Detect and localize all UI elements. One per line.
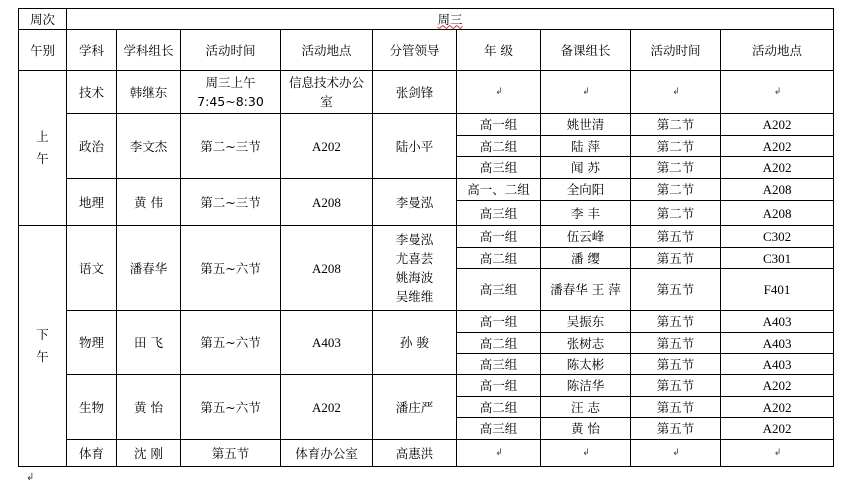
grade-time: 第二节 — [631, 136, 721, 157]
grade-name: 高二组 — [457, 333, 541, 354]
grade-time: 第二节 — [631, 114, 721, 136]
grade-place: A202 — [721, 157, 834, 179]
header-prep-leader: 备课组长 — [541, 30, 631, 71]
grade-time: 第五节 — [631, 418, 721, 440]
activity-time: 第五~六节 — [181, 375, 281, 440]
subject-name: 地理 — [67, 179, 117, 226]
activity-place: A202 — [281, 375, 373, 440]
director-name: 李曼泓 — [395, 194, 434, 210]
header-subject: 学科 — [67, 30, 117, 71]
grade-name: 高二组 — [457, 397, 541, 418]
subject-name: 语文 — [67, 226, 117, 311]
grade-place: A202 — [721, 136, 834, 157]
director-name: 高惠洪 — [395, 445, 434, 461]
activity-time: 第五节 — [181, 440, 281, 467]
grade-place: A403 — [721, 311, 834, 333]
table-row — [19, 226, 834, 248]
grade-time: 第五节 — [631, 354, 721, 375]
director-name: 张剑锋 — [395, 84, 434, 100]
prep-leader: 潘 缨 — [541, 248, 631, 269]
subject-name: 生物 — [67, 375, 117, 440]
prep-leader: 汪 志 — [541, 397, 631, 418]
paragraph-mark-icon: ↲ — [582, 448, 590, 458]
header-grade-time: 活动时间 — [631, 30, 721, 71]
header-grade-place: 活动地点 — [721, 30, 834, 71]
header-period: 午别 — [19, 30, 67, 71]
director-cell — [373, 179, 457, 226]
grade-name: 高三组 — [457, 157, 541, 179]
paragraph-mark-icon: ↲ — [672, 87, 680, 97]
subject-name: 技术 — [67, 71, 117, 114]
empty-cell — [457, 71, 541, 114]
header-place: 活动地点 — [281, 30, 373, 71]
period-am — [19, 71, 67, 226]
empty-cell — [631, 440, 721, 467]
header-time: 活动时间 — [181, 30, 281, 71]
activity-time: 第二~三节 — [181, 114, 281, 179]
period-pm — [19, 226, 67, 467]
table-row — [19, 311, 834, 333]
director-name: 孙 骏 — [400, 335, 429, 350]
prep-leader: 张树志 — [541, 333, 631, 354]
subject-leader: 黄 伟 — [117, 179, 181, 226]
prep-leader: 吴振东 — [541, 311, 631, 333]
grade-name: 高一组 — [457, 114, 541, 136]
grade-name: 高三组 — [457, 269, 541, 311]
activity-place: A208 — [281, 226, 373, 311]
period-char: 午 — [36, 151, 49, 166]
grade-place: A202 — [721, 418, 834, 440]
prep-leader: 姚世清 — [541, 114, 631, 136]
period-char: 上 — [36, 129, 49, 144]
activity-time: 第二~三节 — [181, 179, 281, 226]
activity-time: 第五~六节 — [181, 311, 281, 375]
grade-name: 高一组 — [457, 226, 541, 248]
activity-place: A202 — [281, 114, 373, 179]
director-name: 吴维维 — [395, 289, 434, 304]
grade-time: 第五节 — [631, 397, 721, 418]
schedule-table — [18, 8, 834, 467]
period-char: 午 — [36, 349, 49, 364]
director-name: 潘庄严 — [395, 399, 434, 415]
grade-name: 高二组 — [457, 136, 541, 157]
prep-leader: 陈洁华 — [541, 375, 631, 397]
grade-place: A403 — [721, 333, 834, 354]
director-cell — [373, 375, 457, 440]
week-title: 周三 — [67, 9, 834, 30]
subject-leader: 沈 刚 — [117, 440, 181, 467]
grade-place: A208 — [721, 179, 834, 201]
prep-leader: 陆 萍 — [541, 136, 631, 157]
empty-cell — [721, 71, 834, 114]
grade-time: 第五节 — [631, 248, 721, 269]
grade-name: 高三组 — [457, 354, 541, 375]
table-row — [19, 440, 834, 467]
subject-name: 物理 — [67, 311, 117, 375]
paragraph-mark-icon: ↲ — [582, 87, 590, 97]
subject-leader: 田 飞 — [117, 311, 181, 375]
empty-cell — [457, 440, 541, 467]
subject-leader: 潘春华 — [117, 226, 181, 311]
grade-place: A208 — [721, 201, 834, 226]
director-name: 李曼泓 — [395, 232, 434, 247]
grade-place: A403 — [721, 354, 834, 375]
paragraph-mark-icon: ↲ — [495, 87, 503, 97]
header-grade: 年 级 — [457, 30, 541, 71]
grade-time: 第五节 — [631, 333, 721, 354]
grade-place: A202 — [721, 114, 834, 136]
grade-place: A202 — [721, 375, 834, 397]
paragraph-mark-icon: ↲ — [495, 448, 503, 458]
prep-leader: 潘春华 王 萍 — [541, 269, 631, 311]
grade-place: F401 — [721, 269, 834, 311]
director-cell — [373, 114, 457, 179]
paragraph-mark-icon: ↲ — [773, 87, 782, 97]
subject-leader: 李文杰 — [117, 114, 181, 179]
paragraph-mark-icon: ↲ — [26, 472, 35, 483]
activity-place: A403 — [281, 311, 373, 375]
director-name: 尤喜芸 — [395, 251, 434, 266]
table-row — [19, 71, 834, 114]
grade-time: 第五节 — [631, 375, 721, 397]
empty-cell — [631, 71, 721, 114]
empty-cell — [541, 71, 631, 114]
grade-time: 第二节 — [631, 201, 721, 226]
prep-leader: 伍云峰 — [541, 226, 631, 248]
grade-time: 第二节 — [631, 157, 721, 179]
prep-leader: 黄 怡 — [541, 418, 631, 440]
activity-place: 体育办公室 — [281, 440, 373, 467]
grade-name: 高一组 — [457, 375, 541, 397]
paragraph-mark-icon: ↲ — [672, 448, 680, 458]
grade-name: 高一、二组 — [457, 179, 541, 201]
grade-time: 第五节 — [631, 311, 721, 333]
grade-place: A202 — [721, 397, 834, 418]
grade-place: C302 — [721, 226, 834, 248]
prep-leader: 闻 苏 — [541, 157, 631, 179]
director-name: 姚海波 — [395, 270, 434, 285]
director-name: 陆小平 — [395, 138, 434, 154]
empty-cell — [541, 440, 631, 467]
empty-cell — [721, 440, 834, 467]
grade-name: 高三组 — [457, 418, 541, 440]
grade-time: 第五节 — [631, 226, 721, 248]
corner-cell: 周次 — [19, 9, 67, 30]
grade-time: 第五节 — [631, 269, 721, 311]
header-director: 分管领导 — [373, 30, 457, 71]
subject-name: 体育 — [67, 440, 117, 467]
grade-name: 高三组 — [457, 201, 541, 226]
table-row — [19, 375, 834, 397]
grade-place: C301 — [721, 248, 834, 269]
table-row — [19, 179, 834, 201]
director-cell — [373, 440, 457, 467]
period-char: 下 — [36, 327, 49, 342]
table-row — [19, 114, 834, 136]
paragraph-mark-icon: ↲ — [773, 448, 782, 458]
grade-name: 高一组 — [457, 311, 541, 333]
director-cell — [373, 226, 457, 311]
header-subject-leader: 学科组长 — [117, 30, 181, 71]
prep-leader: 陈太彬 — [541, 354, 631, 375]
grade-time: 第二节 — [631, 179, 721, 201]
activity-time: 第五~六节 — [181, 226, 281, 311]
subject-leader: 韩继东 — [117, 71, 181, 114]
prep-leader: 李 丰 — [541, 201, 631, 226]
director-cell — [373, 71, 457, 114]
prep-leader: 全向阳 — [541, 179, 631, 201]
activity-place: 信息技术办公室 — [281, 71, 373, 114]
activity-place: A208 — [281, 179, 373, 226]
grade-name: 高二组 — [457, 248, 541, 269]
subject-leader: 黄 怡 — [117, 375, 181, 440]
director-cell — [373, 311, 457, 375]
activity-time: 周三上午 7:45~8:30 — [181, 71, 281, 114]
subject-name: 政治 — [67, 114, 117, 179]
